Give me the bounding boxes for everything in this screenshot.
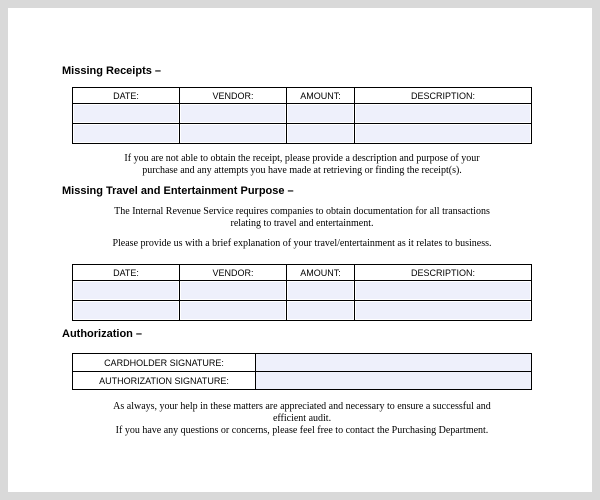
travel-explain-note: Please provide us with a brief explanation of your travel/entertainment as it relates to business.	[112, 238, 492, 249]
description-field[interactable]	[355, 104, 532, 124]
receipts-note-line2: purchase and any attempts you have made at retrieving or finding the receipt(s).	[142, 165, 462, 176]
travel-header-row	[73, 265, 532, 281]
amount-field[interactable]	[287, 124, 355, 144]
footer-line1: As always, your help in these matters are appreciated and necessary to ensure a successful and	[113, 401, 491, 412]
travel-heading: Missing Travel and Entertainment Purpose –	[62, 185, 294, 197]
vendor-field[interactable]	[180, 104, 287, 124]
receipts-note	[72, 153, 532, 177]
table-row	[73, 301, 532, 321]
receipts-table	[72, 87, 532, 144]
date-field[interactable]	[73, 104, 180, 124]
description-field[interactable]	[355, 301, 532, 321]
irs-note	[72, 206, 532, 230]
date-field[interactable]	[73, 124, 180, 144]
description-field[interactable]	[355, 281, 532, 301]
vendor-field[interactable]	[180, 301, 287, 321]
authorization-signature-label: AUTHORIZATION SIGNATURE:	[73, 372, 256, 390]
receipts-header-row	[73, 88, 532, 104]
table-row	[73, 281, 532, 301]
authorization-row	[73, 372, 532, 390]
amount-field[interactable]	[287, 104, 355, 124]
date-field[interactable]	[73, 281, 180, 301]
receipts-note-line1: If you are not able to obtain the receipt, please provide a description and purpose of your	[124, 153, 480, 164]
irs-note-line2: relating to travel and entertainment.	[230, 218, 374, 229]
vendor-field[interactable]	[180, 124, 287, 144]
description-field[interactable]	[355, 124, 532, 144]
table-row	[73, 104, 532, 124]
missing-receipts-heading: Missing Receipts –	[62, 65, 162, 77]
column-date: DATE:	[73, 265, 180, 281]
column-description: DESCRIPTION:	[355, 265, 532, 281]
authorization-table	[72, 353, 532, 390]
cardholder-signature-field[interactable]	[256, 354, 532, 372]
document-page	[8, 8, 592, 492]
column-amount: AMOUNT:	[287, 88, 355, 104]
footer-line3: If you have any questions or concerns, please feel free to contact the Purchasing Department.	[115, 425, 489, 436]
footer-line2: efficient audit.	[272, 413, 332, 424]
column-vendor: VENDOR:	[180, 265, 287, 281]
irs-note-line1: The Internal Revenue Service requires companies to obtain documentation for all transactions	[114, 206, 490, 217]
authorization-signature-field[interactable]	[256, 372, 532, 390]
amount-field[interactable]	[287, 301, 355, 321]
vendor-field[interactable]	[180, 281, 287, 301]
footer-note	[72, 401, 532, 437]
table-row	[73, 124, 532, 144]
column-vendor: VENDOR:	[180, 88, 287, 104]
authorization-heading: Authorization –	[62, 328, 143, 340]
date-field[interactable]	[73, 301, 180, 321]
cardholder-row	[73, 354, 532, 372]
column-date: DATE:	[73, 88, 180, 104]
amount-field[interactable]	[287, 281, 355, 301]
column-amount: AMOUNT:	[287, 265, 355, 281]
column-description: DESCRIPTION:	[355, 88, 532, 104]
travel-table	[72, 264, 532, 321]
cardholder-signature-label: CARDHOLDER SIGNATURE:	[73, 354, 256, 372]
